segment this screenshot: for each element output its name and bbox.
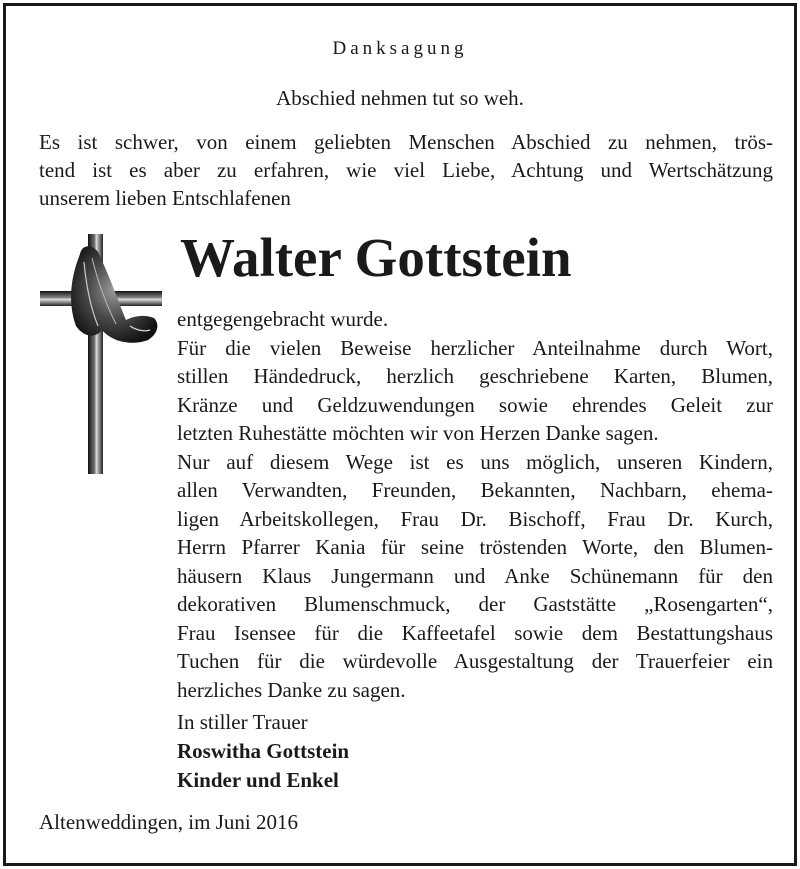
signoff: [177, 708, 349, 795]
body-line: Nur auf diesem Wege ist es uns möglich, unseren Kindern,: [177, 449, 773, 474]
body-line: Frau Isensee für die Kaffeetafel sowie dem Bestattungshaus: [177, 620, 773, 645]
body-line: letzten Ruhestätte möchten wir von Herzen Danke sagen.: [177, 421, 659, 445]
body-line: häusern Klaus Jungermann und Anke Schünemann für den: [177, 563, 773, 588]
body-paragraph: [177, 305, 773, 704]
subtitle: Abschied nehmen tut so weh.: [276, 86, 524, 110]
body-line: Tuchen für die würdevolle Ausgestaltung der Trauerfeier ein: [177, 649, 773, 673]
body-line: herzliches Danke zu sagen.: [177, 677, 406, 702]
body-line: Kränze und Geldzuwendungen sowie ehrendes Geleit zur: [177, 392, 773, 417]
signoff-name: Kinder und Enkel: [177, 768, 339, 792]
place-date: Altenweddingen, im Juni 2016: [39, 810, 298, 834]
signoff-intro: In stiller Trauer: [177, 710, 308, 734]
body-line: Herrn Pfarrer Kania für seine tröstenden Worte, den Blumen-: [177, 535, 773, 559]
body-line: entgegengebracht wurde.: [177, 307, 389, 331]
deceased-name: Walter Gottstein: [180, 227, 572, 288]
cross-with-praying-hands-icon: [40, 234, 162, 474]
obituary-card: [3, 3, 797, 866]
body-line: ligen Arbeitskollegen, Frau Dr. Bischoff, Frau Dr. Kurch,: [177, 506, 773, 531]
intro-line: Es ist schwer, von einem geliebten Menschen Abschied zu nehmen, trös-: [39, 130, 773, 154]
body-line: Für die vielen Beweise herzlicher Anteilnahme durch Wort,: [177, 335, 773, 360]
header-title: Danksagung: [332, 38, 468, 59]
intro-paragraph: [39, 128, 773, 212]
signoff-name: Roswitha Gottstein: [177, 739, 350, 763]
intro-line: tend ist es aber zu erfahren, wie viel Liebe, Achtung und Wertschätzung: [39, 158, 773, 182]
body-line: stillen Händedruck, herzlich geschriebene Karten, Blumen,: [177, 364, 773, 388]
body-line: dekorativen Blumenschmuck, der Gaststätte „Rosengarten“,: [177, 592, 773, 616]
body-line: allen Verwandten, Freunden, Bekannten, Nachbarn, ehema-: [177, 478, 773, 502]
intro-line: unserem lieben Entschlafenen: [39, 186, 291, 210]
